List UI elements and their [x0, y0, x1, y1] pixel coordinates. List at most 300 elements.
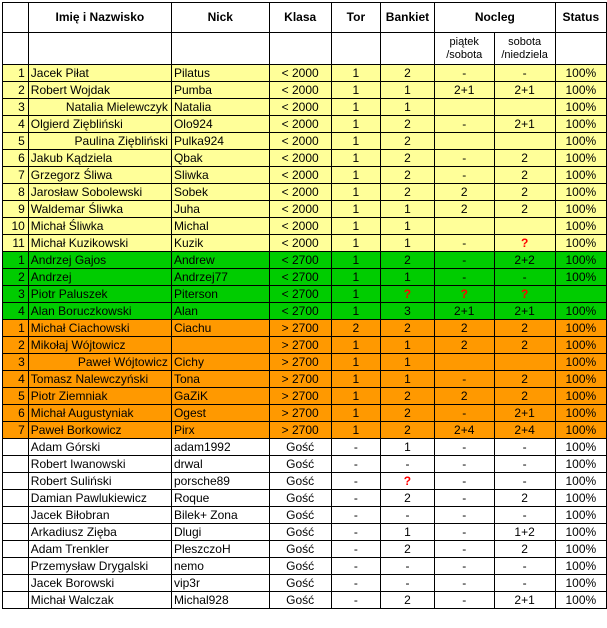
participant-class: < 2700 [269, 286, 331, 303]
track-count: 1 [331, 82, 380, 99]
lodging-friday: - [434, 524, 494, 541]
table-row [3, 405, 607, 422]
lodging-friday: - [434, 507, 494, 524]
lodging-saturday: 2+2 [494, 252, 555, 269]
participant-class: < 2000 [269, 65, 331, 82]
track-count: - [331, 524, 380, 541]
lodging-friday: - [434, 252, 494, 269]
header-name: Imię i Nazwisko [28, 3, 171, 33]
participant-nick: Pirx [171, 422, 269, 439]
payment-status: 100% [555, 507, 606, 524]
row-number: 4 [3, 116, 29, 133]
row-number: 5 [3, 133, 29, 150]
payment-status: 100% [555, 592, 606, 609]
lodging-saturday: - [494, 65, 555, 82]
table-row [3, 592, 607, 609]
row-number: 1 [3, 65, 29, 82]
track-count: - [331, 473, 380, 490]
lodging-saturday: 2 [494, 388, 555, 405]
banquet-count: - [381, 575, 435, 592]
track-count: 1 [331, 201, 380, 218]
track-count: 1 [331, 99, 380, 116]
participant-name: Robert Suliński [28, 473, 171, 490]
table-row [3, 82, 607, 99]
payment-status: 100% [555, 116, 606, 133]
lodging-saturday: ? [494, 235, 555, 252]
banquet-count: 2 [381, 541, 435, 558]
subheader-empty-cell [171, 33, 269, 65]
lodging-friday: - [434, 439, 494, 456]
lodging-saturday: ? [494, 286, 555, 303]
participant-nick: Juha [171, 201, 269, 218]
lodging-saturday: 2+1 [494, 303, 555, 320]
row-number: 2 [3, 337, 29, 354]
header-nocleg-friday: piątek /sobota [434, 33, 494, 65]
lodging-saturday: - [494, 439, 555, 456]
payment-status: 100% [555, 575, 606, 592]
row-number: 3 [3, 286, 29, 303]
participant-nick: Michal928 [171, 592, 269, 609]
lodging-friday: - [434, 116, 494, 133]
participant-name: Adam Trenkler [28, 541, 171, 558]
payment-status: 100% [555, 150, 606, 167]
track-count: 1 [331, 184, 380, 201]
table-row [3, 524, 607, 541]
header-bankiet: Bankiet [381, 3, 435, 33]
participant-name: Paweł Wójtowicz [28, 354, 171, 371]
track-count: - [331, 558, 380, 575]
table-row [3, 439, 607, 456]
payment-status: 100% [555, 167, 606, 184]
row-number: 9 [3, 201, 29, 218]
lodging-saturday: 2 [494, 320, 555, 337]
participant-class: Gość [269, 524, 331, 541]
participant-class: < 2000 [269, 133, 331, 150]
payment-status: 100% [555, 184, 606, 201]
participant-class: Gość [269, 490, 331, 507]
participant-class: > 2700 [269, 422, 331, 439]
banquet-count: - [381, 456, 435, 473]
banquet-count: 1 [381, 235, 435, 252]
banquet-count: 2 [381, 184, 435, 201]
participant-name: Waldemar Śliwka [28, 201, 171, 218]
participant-nick: Pilatus [171, 65, 269, 82]
banquet-count: 2 [381, 405, 435, 422]
lodging-saturday: - [494, 558, 555, 575]
row-number: 2 [3, 269, 29, 286]
participant-class: < 2000 [269, 150, 331, 167]
banquet-count: 2 [381, 65, 435, 82]
lodging-friday: 2+4 [434, 422, 494, 439]
row-number [3, 507, 29, 524]
participants-table [2, 2, 607, 609]
lodging-saturday: - [494, 507, 555, 524]
participant-class: Gość [269, 507, 331, 524]
row-number: 4 [3, 371, 29, 388]
banquet-count: 2 [381, 422, 435, 439]
table-row [3, 473, 607, 490]
banquet-count: 2 [381, 252, 435, 269]
row-number [3, 541, 29, 558]
track-count: 1 [331, 218, 380, 235]
participant-class: > 2700 [269, 337, 331, 354]
banquet-count: 1 [381, 354, 435, 371]
participant-class: > 2700 [269, 371, 331, 388]
track-count: 1 [331, 354, 380, 371]
track-count: - [331, 507, 380, 524]
payment-status: 100% [555, 320, 606, 337]
lodging-saturday: 2 [494, 167, 555, 184]
row-number: 7 [3, 422, 29, 439]
participant-nick: Michal [171, 218, 269, 235]
banquet-count: 1 [381, 201, 435, 218]
participant-nick [171, 337, 269, 354]
subheader-empty-cell [269, 33, 331, 65]
participant-name: Robert Iwanowski [28, 456, 171, 473]
lodging-friday: 2 [434, 320, 494, 337]
participant-name: Adam Górski [28, 439, 171, 456]
header-klasa: Klasa [269, 3, 331, 33]
track-count: - [331, 490, 380, 507]
participant-name: Arkadiusz Zięba [28, 524, 171, 541]
participant-name: Grzegorz Śliwa [28, 167, 171, 184]
table-row [3, 541, 607, 558]
banquet-count: 2 [381, 150, 435, 167]
participant-class: > 2700 [269, 320, 331, 337]
table-row [3, 422, 607, 439]
payment-status: 100% [555, 541, 606, 558]
participant-nick: Andrzej77 [171, 269, 269, 286]
banquet-count: 2 [381, 388, 435, 405]
banquet-count: ? [381, 473, 435, 490]
payment-status: 100% [555, 82, 606, 99]
participant-name: Tomasz Nalewczyński [28, 371, 171, 388]
table-row [3, 337, 607, 354]
participant-nick: Pumba [171, 82, 269, 99]
table-row [3, 286, 607, 303]
table-row [3, 65, 607, 82]
participant-class: Gość [269, 456, 331, 473]
subheader-empty-cell [555, 33, 606, 65]
participant-class: Gość [269, 592, 331, 609]
participant-nick: Tona [171, 371, 269, 388]
table-row [3, 116, 607, 133]
participant-name: Robert Wojdak [28, 82, 171, 99]
banquet-count: 1 [381, 524, 435, 541]
row-number [3, 558, 29, 575]
participant-nick: GaZiK [171, 388, 269, 405]
track-count: 1 [331, 235, 380, 252]
banquet-count: - [381, 507, 435, 524]
payment-status: 100% [555, 405, 606, 422]
lodging-saturday: - [494, 269, 555, 286]
participant-nick: Sobek [171, 184, 269, 201]
lodging-friday: - [434, 592, 494, 609]
lodging-saturday: - [494, 456, 555, 473]
participant-nick: Sliwka [171, 167, 269, 184]
lodging-friday: - [434, 235, 494, 252]
lodging-saturday: 2+1 [494, 592, 555, 609]
lodging-saturday [494, 218, 555, 235]
lodging-friday: - [434, 167, 494, 184]
header-nick: Nick [171, 3, 269, 33]
track-count: 1 [331, 371, 380, 388]
payment-status: 100% [555, 65, 606, 82]
table-row [3, 167, 607, 184]
lodging-saturday: 2+1 [494, 82, 555, 99]
track-count: - [331, 456, 380, 473]
lodging-friday: - [434, 405, 494, 422]
payment-status: 100% [555, 354, 606, 371]
lodging-friday [434, 99, 494, 116]
banquet-count: 2 [381, 167, 435, 184]
table-row [3, 490, 607, 507]
participant-class: < 2700 [269, 303, 331, 320]
track-count: 1 [331, 405, 380, 422]
track-count: 2 [331, 320, 380, 337]
participant-class: < 2000 [269, 116, 331, 133]
lodging-friday [434, 133, 494, 150]
participant-nick: Alan [171, 303, 269, 320]
track-count: 1 [331, 269, 380, 286]
participant-nick: Bilek+ Zona [171, 507, 269, 524]
row-number: 2 [3, 82, 29, 99]
table-row [3, 303, 607, 320]
participant-class: Gość [269, 575, 331, 592]
payment-status: 100% [555, 388, 606, 405]
banquet-count: - [381, 558, 435, 575]
track-count: 1 [331, 388, 380, 405]
table-row [3, 235, 607, 252]
participant-class: < 2700 [269, 269, 331, 286]
lodging-friday [434, 218, 494, 235]
lodging-friday: 2+1 [434, 303, 494, 320]
lodging-friday: 2+1 [434, 82, 494, 99]
banquet-count: 2 [381, 133, 435, 150]
row-number: 5 [3, 388, 29, 405]
participant-name: Jacek Biłobran [28, 507, 171, 524]
table-row [3, 507, 607, 524]
payment-status [555, 286, 606, 303]
track-count: 1 [331, 286, 380, 303]
lodging-friday: - [434, 65, 494, 82]
participant-name: Mikołaj Wójtowicz [28, 337, 171, 354]
participant-nick: Roque [171, 490, 269, 507]
row-number: 6 [3, 405, 29, 422]
lodging-saturday: 2+1 [494, 116, 555, 133]
payment-status: 100% [555, 456, 606, 473]
banquet-count: 2 [381, 320, 435, 337]
table-row [3, 371, 607, 388]
header-tor: Tor [331, 3, 380, 33]
table-row [3, 252, 607, 269]
track-count: 1 [331, 337, 380, 354]
table-row [3, 218, 607, 235]
payment-status: 100% [555, 558, 606, 575]
participant-nick: drwal [171, 456, 269, 473]
row-number [3, 524, 29, 541]
banquet-count: 2 [381, 592, 435, 609]
participant-nick: Andrew [171, 252, 269, 269]
lodging-saturday: 2 [494, 371, 555, 388]
payment-status: 100% [555, 524, 606, 541]
participant-name: Alan Boruczkowski [28, 303, 171, 320]
payment-status: 100% [555, 235, 606, 252]
participant-name: Jacek Borowski [28, 575, 171, 592]
table-row [3, 184, 607, 201]
participant-name: Andrzej Gajos [28, 252, 171, 269]
lodging-friday: 2 [434, 388, 494, 405]
row-number [3, 473, 29, 490]
lodging-saturday: 2 [494, 184, 555, 201]
participant-class: < 2000 [269, 167, 331, 184]
header-num-cell [3, 3, 29, 33]
banquet-count: 1 [381, 218, 435, 235]
participant-nick: adam1992 [171, 439, 269, 456]
lodging-friday: - [434, 150, 494, 167]
lodging-saturday: 2 [494, 201, 555, 218]
participant-name: Michał Śliwka [28, 218, 171, 235]
payment-status: 100% [555, 371, 606, 388]
participant-name: Olgierd Ziębliński [28, 116, 171, 133]
lodging-saturday [494, 354, 555, 371]
track-count: - [331, 439, 380, 456]
participant-nick: Natalia [171, 99, 269, 116]
track-count: 1 [331, 167, 380, 184]
track-count: 1 [331, 252, 380, 269]
track-count: 1 [331, 116, 380, 133]
header-nocleg-saturday: sobota /niedziela [494, 33, 555, 65]
row-number [3, 592, 29, 609]
subheader-empty-cell [331, 33, 380, 65]
row-number: 3 [3, 354, 29, 371]
lodging-friday: - [434, 490, 494, 507]
payment-status: 100% [555, 422, 606, 439]
participant-class: < 2000 [269, 201, 331, 218]
lodging-friday: - [434, 269, 494, 286]
banquet-count: 1 [381, 269, 435, 286]
lodging-saturday: 2 [494, 541, 555, 558]
track-count: 1 [331, 65, 380, 82]
lodging-friday [434, 354, 494, 371]
payment-status: 100% [555, 99, 606, 116]
participant-class: Gość [269, 473, 331, 490]
participant-name: Andrzej [28, 269, 171, 286]
lodging-saturday: 2+1 [494, 405, 555, 422]
participant-name: Jakub Kądziela [28, 150, 171, 167]
participant-name: Michał Walczak [28, 592, 171, 609]
header-nocleg: Nocleg [434, 3, 555, 33]
participant-nick: PleszczoH [171, 541, 269, 558]
banquet-count: 3 [381, 303, 435, 320]
row-number: 1 [3, 320, 29, 337]
subheader-empty-cell [381, 33, 435, 65]
table-row [3, 133, 607, 150]
lodging-saturday: 2+4 [494, 422, 555, 439]
row-number: 1 [3, 252, 29, 269]
banquet-count: 1 [381, 82, 435, 99]
banquet-count: 2 [381, 490, 435, 507]
participant-nick: Pulka924 [171, 133, 269, 150]
lodging-friday: 2 [434, 201, 494, 218]
participant-class: > 2700 [269, 388, 331, 405]
track-count: 1 [331, 303, 380, 320]
participant-nick: Qbak [171, 150, 269, 167]
participant-class: > 2700 [269, 405, 331, 422]
participant-nick: Ogest [171, 405, 269, 422]
banquet-count: 2 [381, 116, 435, 133]
participant-class: < 2000 [269, 99, 331, 116]
participant-class: < 2000 [269, 218, 331, 235]
lodging-friday: - [434, 371, 494, 388]
table-row [3, 354, 607, 371]
participant-name: Jarosław Sobolewski [28, 184, 171, 201]
lodging-friday: 2 [434, 337, 494, 354]
lodging-friday: - [434, 558, 494, 575]
payment-status: 100% [555, 303, 606, 320]
row-number: 6 [3, 150, 29, 167]
payment-status: 100% [555, 218, 606, 235]
lodging-friday: - [434, 575, 494, 592]
participant-class: < 2000 [269, 184, 331, 201]
participant-nick: Cichy [171, 354, 269, 371]
participant-name: Michał Kuzikowski [28, 235, 171, 252]
participant-nick: Olo924 [171, 116, 269, 133]
track-count: - [331, 592, 380, 609]
participant-class: < 2000 [269, 235, 331, 252]
lodging-saturday [494, 99, 555, 116]
subheader-empty-cell [28, 33, 171, 65]
track-count: 1 [331, 150, 380, 167]
participant-class: > 2700 [269, 354, 331, 371]
row-number: 8 [3, 184, 29, 201]
participant-name: Piotr Ziemniak [28, 388, 171, 405]
banquet-count: ? [381, 286, 435, 303]
lodging-saturday: 1+2 [494, 524, 555, 541]
lodging-friday: ? [434, 286, 494, 303]
row-number [3, 456, 29, 473]
lodging-friday: 2 [434, 184, 494, 201]
payment-status: 100% [555, 490, 606, 507]
track-count: 1 [331, 133, 380, 150]
table-row [3, 388, 607, 405]
participant-name: Damian Pawlukiewicz [28, 490, 171, 507]
lodging-friday: - [434, 541, 494, 558]
table-row [3, 150, 607, 167]
lodging-friday: - [434, 473, 494, 490]
banquet-count: 1 [381, 337, 435, 354]
banquet-count: 1 [381, 371, 435, 388]
row-number [3, 490, 29, 507]
payment-status: 100% [555, 269, 606, 286]
track-count: - [331, 541, 380, 558]
table-row [3, 99, 607, 116]
participant-name: Jacek Piłat [28, 65, 171, 82]
row-number [3, 575, 29, 592]
table-row [3, 456, 607, 473]
payment-status: 100% [555, 473, 606, 490]
participant-class: < 2700 [269, 252, 331, 269]
table-row [3, 558, 607, 575]
payment-status: 100% [555, 201, 606, 218]
participant-name: Natalia Mielewczyk [28, 99, 171, 116]
row-number: 4 [3, 303, 29, 320]
header-status: Status [555, 3, 606, 33]
payment-status: 100% [555, 252, 606, 269]
participant-nick: vip3r [171, 575, 269, 592]
track-count: - [331, 575, 380, 592]
participant-class: Gość [269, 439, 331, 456]
